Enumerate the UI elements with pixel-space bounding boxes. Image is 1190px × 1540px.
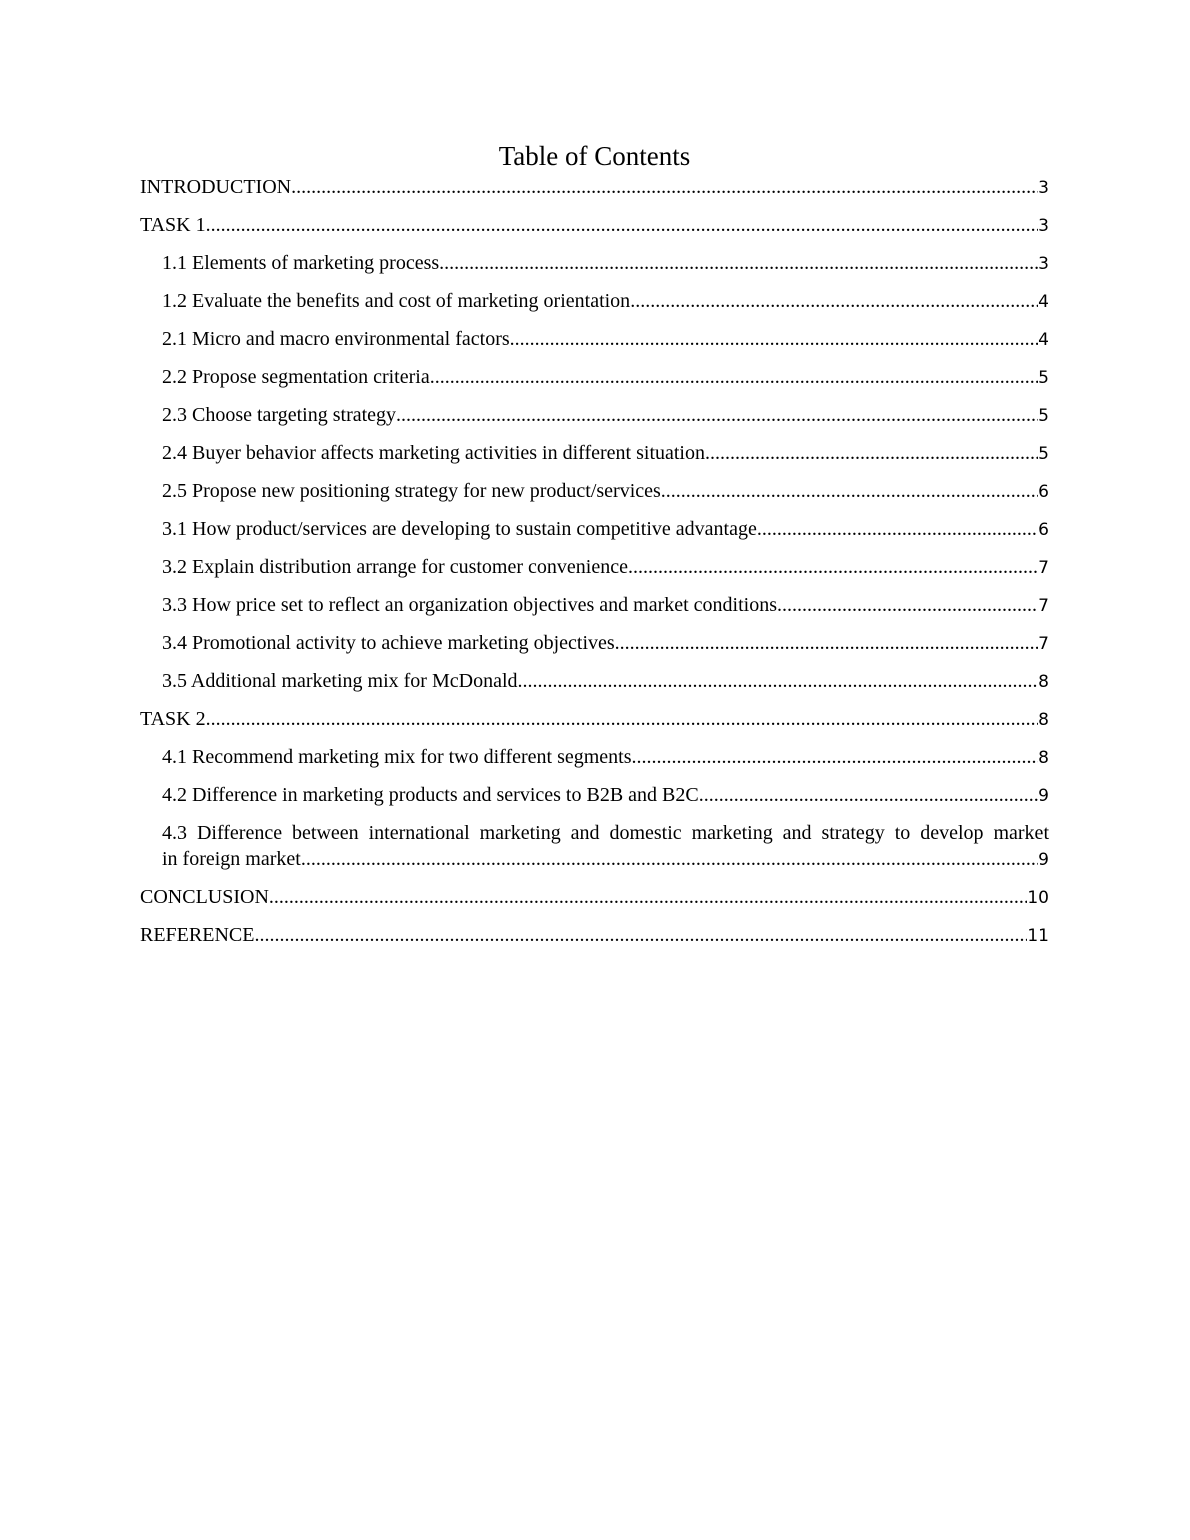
- toc-entry-2-3[interactable]: [140, 402, 1049, 428]
- toc-entry-label: 2.3 Choose targeting strategy: [162, 404, 397, 426]
- toc-entry-label: 2.2 Propose segmentation criteria: [162, 366, 430, 388]
- toc-entry-label: 1.1 Elements of marketing process: [162, 252, 440, 274]
- toc-page-number: 7: [1038, 634, 1049, 654]
- toc-entry-label: 3.4 Promotional activity to achieve marketing objectives: [162, 632, 615, 654]
- toc-entry-label: 1.2 Evaluate the benefits and cost of marketing orientation: [162, 290, 631, 312]
- toc-entry-label: 2.1 Micro and macro environmental factors: [162, 328, 510, 350]
- toc-leader-dots: [777, 592, 1038, 618]
- toc-page-number: 4: [1038, 330, 1049, 350]
- toc-leader-dots: [291, 174, 1038, 200]
- toc-entry-label: 2.5 Propose new positioning strategy for new product/services: [162, 480, 661, 502]
- toc-leader-dots: [254, 922, 1027, 948]
- toc-entry-3-5[interactable]: [140, 668, 1049, 694]
- toc-leader-dots: [396, 402, 1038, 428]
- toc-entry-2-4[interactable]: [140, 440, 1049, 466]
- toc-leader-dots: [757, 516, 1038, 542]
- toc-entry-task-1[interactable]: [140, 212, 1049, 238]
- toc-page-number: 3: [1038, 178, 1049, 198]
- toc-entry-label: 3.1 How product/services are developing to sustain competitive advantage: [162, 518, 757, 540]
- toc-entry-3-4[interactable]: [140, 630, 1049, 656]
- toc-entry-3-2[interactable]: [140, 554, 1049, 580]
- toc-entry-label: 2.4 Buyer behavior affects marketing activities in different situation: [162, 442, 705, 464]
- toc-page-number: 5: [1038, 444, 1049, 464]
- toc-page-number: 5: [1038, 368, 1049, 388]
- toc-entry-4-2[interactable]: [140, 782, 1049, 808]
- toc-leader-dots: [705, 440, 1038, 466]
- toc-leader-dots: [430, 364, 1038, 390]
- toc-entry-task-2[interactable]: [140, 706, 1049, 732]
- toc-entry-4-1[interactable]: [140, 744, 1049, 770]
- toc-page-number: 3: [1038, 254, 1049, 274]
- toc-entry-introduction[interactable]: [140, 174, 1049, 200]
- toc-entry-label: REFERENCE: [140, 924, 255, 946]
- toc-leader-dots: [510, 326, 1039, 352]
- toc-leader-dots: [439, 250, 1038, 276]
- toc-entry-2-2[interactable]: [140, 364, 1049, 390]
- toc-page-number: 7: [1038, 596, 1049, 616]
- toc-entry-label: 3.3 How price set to reflect an organization objectives and market conditions: [162, 594, 777, 616]
- toc-entry-4-3[interactable]: [140, 820, 1049, 872]
- toc-leader-dots: [206, 706, 1039, 732]
- toc-entry-label: 4.1 Recommend marketing mix for two different segments: [162, 746, 632, 768]
- toc-entry-label: TASK 2: [140, 708, 206, 730]
- toc-entry-label: 3.5 Additional marketing mix for McDonald: [162, 670, 518, 692]
- toc-leader-dots: [630, 288, 1038, 314]
- toc-leader-dots: [628, 554, 1038, 580]
- toc-entry-3-3[interactable]: [140, 592, 1049, 618]
- toc-page-number: 11: [1027, 926, 1049, 946]
- toc-entry-line2: [162, 846, 1049, 872]
- toc-page-number: 9: [1038, 786, 1049, 806]
- toc-page-number: 4: [1038, 292, 1049, 312]
- toc-leader-dots: [699, 782, 1038, 808]
- toc-title: Table of Contents: [498, 141, 691, 171]
- toc-entry-2-1[interactable]: [140, 326, 1049, 352]
- toc-page-number: 6: [1038, 520, 1049, 540]
- toc-entry-reference[interactable]: [140, 922, 1049, 948]
- document-page: [140, 138, 1049, 960]
- toc-entry-label-line1: 4.3 Difference between international marketing and domestic marketing and strategy to develop market: [162, 822, 1049, 844]
- toc-page-number: 5: [1038, 406, 1049, 426]
- toc-page-number: 8: [1038, 672, 1049, 692]
- toc-entry-2-5[interactable]: [140, 478, 1049, 504]
- toc-leader-dots: [615, 630, 1039, 656]
- toc-leader-dots: [632, 744, 1039, 770]
- toc-leader-dots: [518, 668, 1039, 694]
- toc-page-number: 7: [1038, 558, 1049, 578]
- toc-page-number: 9: [1038, 850, 1049, 870]
- toc-entry-conclusion[interactable]: [140, 884, 1049, 910]
- toc-page-number: 8: [1038, 748, 1049, 768]
- toc-list: [140, 174, 1049, 948]
- toc-page-number: 3: [1038, 216, 1049, 236]
- toc-leader-dots: [301, 846, 1038, 872]
- toc-page-number: 8: [1038, 710, 1049, 730]
- toc-page-number: 10: [1027, 888, 1049, 908]
- toc-entry-1-1[interactable]: [140, 250, 1049, 276]
- toc-leader-dots: [206, 212, 1039, 238]
- toc-entry-label: 4.2 Difference in marketing products and services to B2B and B2C: [162, 784, 699, 806]
- toc-page-number: 6: [1038, 482, 1049, 502]
- toc-entry-3-1[interactable]: [140, 516, 1049, 542]
- toc-leader-dots: [661, 478, 1038, 504]
- toc-entry-label: 3.2 Explain distribution arrange for customer convenience: [162, 556, 628, 578]
- toc-leader-dots: [269, 884, 1027, 910]
- toc-entry-label: TASK 1: [140, 214, 206, 236]
- toc-entry-label: INTRODUCTION: [140, 176, 292, 198]
- toc-entry-1-2[interactable]: [140, 288, 1049, 314]
- toc-entry-label: CONCLUSION: [140, 886, 269, 908]
- toc-entry-label-line2: in foreign market: [162, 848, 301, 870]
